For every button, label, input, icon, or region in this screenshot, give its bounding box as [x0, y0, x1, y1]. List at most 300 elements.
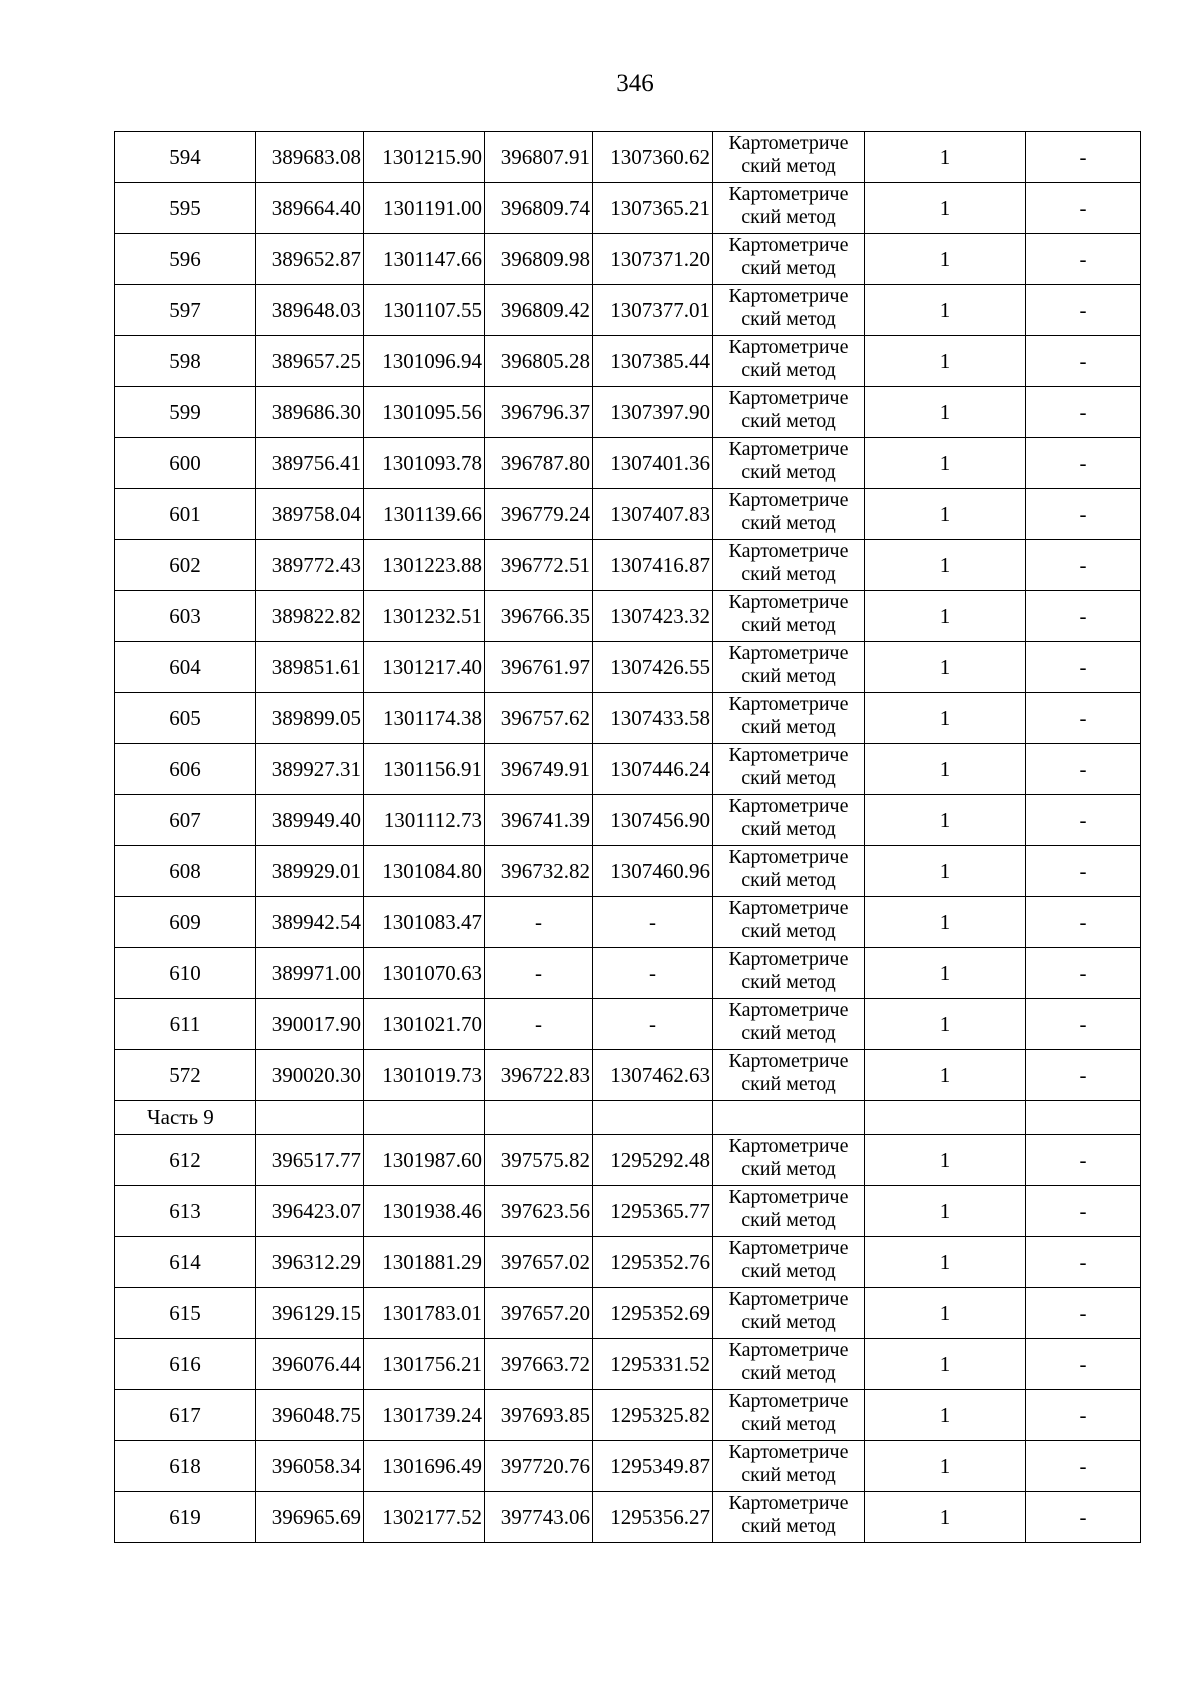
method-line1: Картометриче [728, 1339, 849, 1361]
x2-coord-cell: 396805.28 [485, 336, 593, 387]
note-cell: - [1026, 642, 1141, 693]
method-line1: Картометриче [728, 795, 849, 817]
y2-coord-cell: 1295331.52 [593, 1339, 713, 1390]
method-cell [713, 438, 865, 489]
x-coord-cell: 396076.44 [256, 1339, 364, 1390]
note-cell: - [1026, 132, 1141, 183]
table-row [115, 1288, 1141, 1339]
x2-coord-cell: - [485, 897, 593, 948]
method-line1: Картометриче [728, 693, 849, 715]
accuracy-cell: 1 [865, 387, 1026, 438]
x-coord-cell: 389929.01 [256, 846, 364, 897]
table-row [115, 795, 1141, 846]
point-number-cell: 613 [115, 1186, 256, 1237]
method-line2: ский метод [741, 1209, 836, 1231]
x-coord-cell: 396965.69 [256, 1492, 364, 1543]
table-row [115, 1050, 1141, 1101]
y-coord-cell: 1301217.40 [364, 642, 485, 693]
accuracy-cell: 1 [865, 234, 1026, 285]
table-row [115, 642, 1141, 693]
y2-coord-cell: 1307401.36 [593, 438, 713, 489]
method-line1: Картометриче [728, 1135, 849, 1157]
accuracy-cell: 1 [865, 1135, 1026, 1186]
method-cell [713, 285, 865, 336]
x2-coord-cell: 397720.76 [485, 1441, 593, 1492]
method-line1: Картометриче [728, 438, 849, 460]
method-line1: Картометриче [728, 234, 849, 256]
method-line2: ский метод [741, 308, 836, 330]
method-cell [713, 897, 865, 948]
method-line2: ский метод [741, 665, 836, 687]
x-coord-cell: 389949.40 [256, 795, 364, 846]
y-coord-cell: 1301021.70 [364, 999, 485, 1050]
method-cell [713, 693, 865, 744]
y-coord-cell: 1301739.24 [364, 1390, 485, 1441]
table-row [115, 897, 1141, 948]
method-cell [713, 1135, 865, 1186]
accuracy-cell: 1 [865, 948, 1026, 999]
x2-coord-cell: 396722.83 [485, 1050, 593, 1101]
method-line2: ский метод [741, 155, 836, 177]
x-coord-cell: 389899.05 [256, 693, 364, 744]
table-row [115, 132, 1141, 183]
table-row [115, 1339, 1141, 1390]
note-cell: - [1026, 795, 1141, 846]
method-cell [713, 591, 865, 642]
point-number-cell: 618 [115, 1441, 256, 1492]
method-line1: Картометриче [728, 1288, 849, 1310]
accuracy-cell: 1 [865, 285, 1026, 336]
empty-cell [1026, 1101, 1141, 1135]
note-cell: - [1026, 1186, 1141, 1237]
coordinates-table [114, 131, 1141, 1543]
x-coord-cell: 390020.30 [256, 1050, 364, 1101]
method-cell [713, 1390, 865, 1441]
point-number-cell: 610 [115, 948, 256, 999]
table-row [115, 438, 1141, 489]
accuracy-cell: 1 [865, 1441, 1026, 1492]
method-line2: ский метод [741, 716, 836, 738]
y-coord-cell: 1301174.38 [364, 693, 485, 744]
y-coord-cell: 1301191.00 [364, 183, 485, 234]
accuracy-cell: 1 [865, 1492, 1026, 1543]
method-line1: Картометриче [728, 489, 849, 511]
x-coord-cell: 389942.54 [256, 897, 364, 948]
method-line1: Картометриче [728, 1050, 849, 1072]
note-cell: - [1026, 234, 1141, 285]
method-line1: Картометриче [728, 336, 849, 358]
method-cell [713, 999, 865, 1050]
empty-cell [713, 1101, 865, 1135]
y-coord-cell: 1301881.29 [364, 1237, 485, 1288]
x2-coord-cell: 397623.56 [485, 1186, 593, 1237]
x-coord-cell: 389927.31 [256, 744, 364, 795]
y2-coord-cell: - [593, 999, 713, 1050]
x2-coord-cell: 396787.80 [485, 438, 593, 489]
y-coord-cell: 1301223.88 [364, 540, 485, 591]
empty-cell [593, 1101, 713, 1135]
page-number: 346 [616, 70, 654, 97]
accuracy-cell: 1 [865, 1050, 1026, 1101]
note-cell: - [1026, 744, 1141, 795]
x-coord-cell: 396048.75 [256, 1390, 364, 1441]
x-coord-cell: 396312.29 [256, 1237, 364, 1288]
y2-coord-cell: - [593, 948, 713, 999]
note-cell: - [1026, 438, 1141, 489]
method-line2: ский метод [741, 869, 836, 891]
empty-cell [865, 1101, 1026, 1135]
method-line2: ский метод [741, 971, 836, 993]
point-number-cell: 614 [115, 1237, 256, 1288]
method-line1: Картометриче [728, 1186, 849, 1208]
method-line1: Картометриче [728, 387, 849, 409]
x2-coord-cell: 396809.74 [485, 183, 593, 234]
y2-coord-cell: 1295356.27 [593, 1492, 713, 1543]
method-cell [713, 1237, 865, 1288]
table-row [115, 1390, 1141, 1441]
method-cell [713, 489, 865, 540]
method-cell [713, 948, 865, 999]
method-line2: ский метод [741, 920, 836, 942]
method-line2: ский метод [741, 818, 836, 840]
y-coord-cell: 1301139.66 [364, 489, 485, 540]
point-number-cell: 602 [115, 540, 256, 591]
x2-coord-cell: 396757.62 [485, 693, 593, 744]
point-number-cell: 606 [115, 744, 256, 795]
y2-coord-cell: 1307416.87 [593, 540, 713, 591]
note-cell: - [1026, 540, 1141, 591]
note-cell: - [1026, 1237, 1141, 1288]
method-cell [713, 1288, 865, 1339]
method-line2: ский метод [741, 1515, 836, 1537]
y-coord-cell: 1301232.51 [364, 591, 485, 642]
note-cell: - [1026, 183, 1141, 234]
y-coord-cell: 1301019.73 [364, 1050, 485, 1101]
x-coord-cell: 389648.03 [256, 285, 364, 336]
note-cell: - [1026, 1135, 1141, 1186]
note-cell: - [1026, 285, 1141, 336]
x-coord-cell: 389822.82 [256, 591, 364, 642]
method-line2: ский метод [741, 1413, 836, 1435]
method-line2: ский метод [741, 410, 836, 432]
point-number-cell: 601 [115, 489, 256, 540]
table-row [115, 846, 1141, 897]
method-line2: ский метод [741, 563, 836, 585]
accuracy-cell: 1 [865, 1339, 1026, 1390]
x2-coord-cell: - [485, 999, 593, 1050]
accuracy-cell: 1 [865, 540, 1026, 591]
point-number-cell: 607 [115, 795, 256, 846]
point-number-cell: 616 [115, 1339, 256, 1390]
point-number-cell: 615 [115, 1288, 256, 1339]
method-cell [713, 744, 865, 795]
table-row [115, 1135, 1141, 1186]
method-line1: Картометриче [728, 183, 849, 205]
point-number-cell: 604 [115, 642, 256, 693]
point-number-cell: 612 [115, 1135, 256, 1186]
note-cell: - [1026, 1050, 1141, 1101]
method-cell [713, 132, 865, 183]
table-row [115, 387, 1141, 438]
note-cell: - [1026, 999, 1141, 1050]
method-line1: Картометриче [728, 591, 849, 613]
accuracy-cell: 1 [865, 1390, 1026, 1441]
note-cell: - [1026, 948, 1141, 999]
x-coord-cell: 389664.40 [256, 183, 364, 234]
method-line2: ский метод [741, 512, 836, 534]
note-cell: - [1026, 1492, 1141, 1543]
x2-coord-cell: 396749.91 [485, 744, 593, 795]
empty-cell [364, 1101, 485, 1135]
x-coord-cell: 389971.00 [256, 948, 364, 999]
x2-coord-cell: 396807.91 [485, 132, 593, 183]
table-row [115, 336, 1141, 387]
accuracy-cell: 1 [865, 744, 1026, 795]
note-cell: - [1026, 897, 1141, 948]
y-coord-cell: 1301096.94 [364, 336, 485, 387]
x2-coord-cell: 396772.51 [485, 540, 593, 591]
y-coord-cell: 1301070.63 [364, 948, 485, 999]
x-coord-cell: 396058.34 [256, 1441, 364, 1492]
accuracy-cell: 1 [865, 591, 1026, 642]
y2-coord-cell: 1295352.76 [593, 1237, 713, 1288]
x2-coord-cell: 396766.35 [485, 591, 593, 642]
point-number-cell: 595 [115, 183, 256, 234]
table-row [115, 489, 1141, 540]
y-coord-cell: 1301783.01 [364, 1288, 485, 1339]
method-line2: ский метод [741, 1022, 836, 1044]
table-row [115, 1441, 1141, 1492]
method-line2: ский метод [741, 614, 836, 636]
x2-coord-cell: 396741.39 [485, 795, 593, 846]
accuracy-cell: 1 [865, 846, 1026, 897]
accuracy-cell: 1 [865, 1288, 1026, 1339]
y2-coord-cell: 1295365.77 [593, 1186, 713, 1237]
method-cell [713, 1339, 865, 1390]
method-line2: ский метод [741, 1073, 836, 1095]
point-number-cell: 596 [115, 234, 256, 285]
method-cell [713, 1492, 865, 1543]
x2-coord-cell: 397575.82 [485, 1135, 593, 1186]
y2-coord-cell: 1295292.48 [593, 1135, 713, 1186]
y2-coord-cell: 1307407.83 [593, 489, 713, 540]
x-coord-cell: 389657.25 [256, 336, 364, 387]
y-coord-cell: 1301938.46 [364, 1186, 485, 1237]
point-number-cell: 597 [115, 285, 256, 336]
empty-cell [256, 1101, 364, 1135]
y-coord-cell: 1302177.52 [364, 1492, 485, 1543]
note-cell: - [1026, 336, 1141, 387]
method-cell [713, 234, 865, 285]
x-coord-cell: 396423.07 [256, 1186, 364, 1237]
table-row [115, 183, 1141, 234]
x2-coord-cell: 396796.37 [485, 387, 593, 438]
accuracy-cell: 1 [865, 642, 1026, 693]
x-coord-cell: 396517.77 [256, 1135, 364, 1186]
y-coord-cell: 1301147.66 [364, 234, 485, 285]
y2-coord-cell: 1307360.62 [593, 132, 713, 183]
point-number-cell: 600 [115, 438, 256, 489]
method-cell [713, 387, 865, 438]
method-cell [713, 1050, 865, 1101]
accuracy-cell: 1 [865, 897, 1026, 948]
x2-coord-cell: 396809.98 [485, 234, 593, 285]
method-line1: Картометриче [728, 132, 849, 154]
method-line2: ский метод [741, 206, 836, 228]
note-cell: - [1026, 1390, 1141, 1441]
y2-coord-cell: 1295352.69 [593, 1288, 713, 1339]
table-row [115, 744, 1141, 795]
accuracy-cell: 1 [865, 999, 1026, 1050]
point-number-cell: 611 [115, 999, 256, 1050]
table-row [115, 540, 1141, 591]
x2-coord-cell: 396732.82 [485, 846, 593, 897]
method-line2: ский метод [741, 1464, 836, 1486]
y2-coord-cell: 1307365.21 [593, 183, 713, 234]
x-coord-cell: 389756.41 [256, 438, 364, 489]
y2-coord-cell: 1307377.01 [593, 285, 713, 336]
method-line1: Картометриче [728, 948, 849, 970]
x2-coord-cell: - [485, 948, 593, 999]
method-line2: ский метод [741, 461, 836, 483]
x2-coord-cell: 396809.42 [485, 285, 593, 336]
point-number-cell: 617 [115, 1390, 256, 1441]
y2-coord-cell: 1307456.90 [593, 795, 713, 846]
table-row [115, 1186, 1141, 1237]
method-line1: Картометриче [728, 897, 849, 919]
point-number-cell: 598 [115, 336, 256, 387]
y-coord-cell: 1301696.49 [364, 1441, 485, 1492]
accuracy-cell: 1 [865, 336, 1026, 387]
x2-coord-cell: 396761.97 [485, 642, 593, 693]
y-coord-cell: 1301756.21 [364, 1339, 485, 1390]
accuracy-cell: 1 [865, 693, 1026, 744]
table-row [115, 591, 1141, 642]
accuracy-cell: 1 [865, 438, 1026, 489]
table-row [115, 234, 1141, 285]
x-coord-cell: 389772.43 [256, 540, 364, 591]
method-line2: ский метод [741, 1158, 836, 1180]
method-line2: ский метод [741, 767, 836, 789]
x2-coord-cell: 397657.02 [485, 1237, 593, 1288]
y2-coord-cell: 1307433.58 [593, 693, 713, 744]
note-cell: - [1026, 1339, 1141, 1390]
method-line2: ский метод [741, 1311, 836, 1333]
x-coord-cell: 390017.90 [256, 999, 364, 1050]
point-number-cell: 603 [115, 591, 256, 642]
y2-coord-cell: 1307371.20 [593, 234, 713, 285]
method-cell [713, 1186, 865, 1237]
y-coord-cell: 1301107.55 [364, 285, 485, 336]
y2-coord-cell: 1307460.96 [593, 846, 713, 897]
point-number-cell: 619 [115, 1492, 256, 1543]
table-row [115, 1492, 1141, 1543]
table-row [115, 999, 1141, 1050]
table-row [115, 948, 1141, 999]
section-row [115, 1101, 1141, 1135]
point-number-cell: 594 [115, 132, 256, 183]
method-line1: Картометриче [728, 1441, 849, 1463]
table-body [115, 132, 1141, 1543]
method-line1: Картометриче [728, 744, 849, 766]
y-coord-cell: 1301095.56 [364, 387, 485, 438]
x2-coord-cell: 397743.06 [485, 1492, 593, 1543]
method-line1: Картометриче [728, 1390, 849, 1412]
x2-coord-cell: 397663.72 [485, 1339, 593, 1390]
accuracy-cell: 1 [865, 132, 1026, 183]
accuracy-cell: 1 [865, 183, 1026, 234]
method-line1: Картометриче [728, 540, 849, 562]
y2-coord-cell: 1307397.90 [593, 387, 713, 438]
x-coord-cell: 389851.61 [256, 642, 364, 693]
y2-coord-cell: 1307462.63 [593, 1050, 713, 1101]
table-row [115, 693, 1141, 744]
x-coord-cell: 396129.15 [256, 1288, 364, 1339]
x-coord-cell: 389686.30 [256, 387, 364, 438]
y-coord-cell: 1301156.91 [364, 744, 485, 795]
point-number-cell: 599 [115, 387, 256, 438]
method-cell [713, 795, 865, 846]
method-cell [713, 642, 865, 693]
y2-coord-cell: 1307446.24 [593, 744, 713, 795]
x2-coord-cell: 397657.20 [485, 1288, 593, 1339]
y-coord-cell: 1301093.78 [364, 438, 485, 489]
point-number-cell: 572 [115, 1050, 256, 1101]
point-number-cell: 605 [115, 693, 256, 744]
method-line1: Картометриче [728, 1492, 849, 1514]
method-line2: ский метод [741, 359, 836, 381]
note-cell: - [1026, 489, 1141, 540]
note-cell: - [1026, 693, 1141, 744]
accuracy-cell: 1 [865, 1237, 1026, 1288]
x2-coord-cell: 397693.85 [485, 1390, 593, 1441]
accuracy-cell: 1 [865, 1186, 1026, 1237]
table-row [115, 285, 1141, 336]
note-cell: - [1026, 846, 1141, 897]
table-row [115, 1237, 1141, 1288]
note-cell: - [1026, 387, 1141, 438]
accuracy-cell: 1 [865, 489, 1026, 540]
note-cell: - [1026, 591, 1141, 642]
point-number-cell: 608 [115, 846, 256, 897]
method-line1: Картометриче [728, 1237, 849, 1259]
y2-coord-cell: 1307423.32 [593, 591, 713, 642]
method-line1: Картометриче [728, 285, 849, 307]
y2-coord-cell: - [593, 897, 713, 948]
method-cell [713, 1441, 865, 1492]
y-coord-cell: 1301083.47 [364, 897, 485, 948]
method-cell [713, 336, 865, 387]
x-coord-cell: 389758.04 [256, 489, 364, 540]
y-coord-cell: 1301215.90 [364, 132, 485, 183]
x-coord-cell: 389652.87 [256, 234, 364, 285]
method-line2: ский метод [741, 1362, 836, 1384]
method-cell [713, 846, 865, 897]
y-coord-cell: 1301084.80 [364, 846, 485, 897]
method-cell [713, 540, 865, 591]
x-coord-cell: 389683.08 [256, 132, 364, 183]
y-coord-cell: 1301987.60 [364, 1135, 485, 1186]
point-number-cell: 609 [115, 897, 256, 948]
accuracy-cell: 1 [865, 795, 1026, 846]
method-line2: ский метод [741, 257, 836, 279]
y-coord-cell: 1301112.73 [364, 795, 485, 846]
y2-coord-cell: 1307426.55 [593, 642, 713, 693]
x2-coord-cell: 396779.24 [485, 489, 593, 540]
note-cell: - [1026, 1441, 1141, 1492]
y2-coord-cell: 1295349.87 [593, 1441, 713, 1492]
y2-coord-cell: 1295325.82 [593, 1390, 713, 1441]
